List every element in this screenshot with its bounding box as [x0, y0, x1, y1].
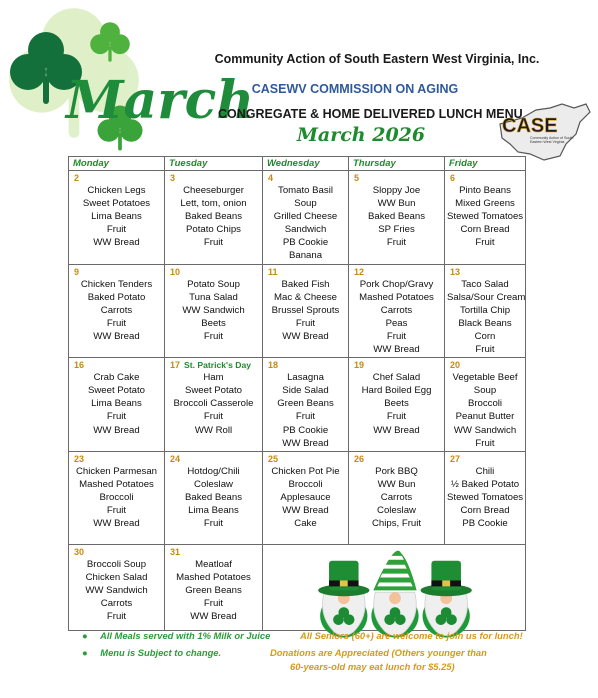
- menu-item: Beets: [201, 317, 226, 329]
- menu-item: Sweet Potatoes: [82, 198, 151, 210]
- menu-item: Fruit: [386, 411, 407, 423]
- day-cell: [165, 264, 263, 358]
- day-number: 19: [354, 360, 365, 371]
- menu-items: [265, 465, 346, 530]
- menu-item: SP Fries: [378, 224, 415, 236]
- menu-item: Lett, tom, onion: [180, 198, 247, 210]
- menu-item: Fruit: [203, 330, 224, 342]
- commission-name: CASEWV COMMISSION ON AGING: [251, 82, 459, 96]
- day-cell: [445, 264, 526, 358]
- menu-item: Tortilla Chip: [459, 304, 511, 316]
- menu-item: Tomato Basil: [278, 185, 333, 196]
- menu-item: PB Cookie: [282, 424, 329, 436]
- menu-item: Hard Boiled Egg: [361, 385, 432, 397]
- menu-item: Lima Beans: [91, 398, 142, 410]
- menu-item: Mixed Greens: [455, 198, 515, 210]
- menu-items: [447, 465, 523, 530]
- week-row: [69, 544, 526, 631]
- day-number: 10: [170, 266, 181, 277]
- menu-item: Lima Beans: [188, 504, 239, 516]
- menu-item: Stewed Tomatoes: [447, 211, 524, 223]
- day-cell: [263, 171, 349, 265]
- menu-item: Peanut Butter: [455, 411, 515, 423]
- day-cell: [165, 171, 263, 265]
- menu-item: Broccoli: [467, 398, 503, 410]
- menu-items: [71, 465, 162, 530]
- menu-items: [265, 184, 346, 263]
- menu-item: PB Cookie: [462, 518, 508, 530]
- week-row: [69, 451, 526, 544]
- menu-item: WW Sandwich: [85, 584, 148, 596]
- day-number: 24: [170, 453, 181, 464]
- day-cell: [165, 358, 263, 452]
- menu-item: WW Bread: [93, 518, 140, 530]
- menu-item: Sweet Potato: [87, 385, 146, 397]
- weekday-header: Thursday: [349, 157, 445, 171]
- menu-items: [71, 278, 162, 343]
- menu-item: Corn Bread: [460, 504, 510, 516]
- case-logo-subtext: Community Action of South Eastern West Virginia: [530, 136, 574, 144]
- day-cell: [349, 171, 445, 265]
- menu-item: WW Bun: [377, 478, 416, 490]
- day-number: 20: [450, 360, 461, 371]
- menu-items: [447, 278, 526, 357]
- day-number: 27: [450, 453, 461, 464]
- milk-note: All Meals served with 1% Milk or Juice: [99, 630, 271, 641]
- lunch-menu-calendar: [68, 156, 526, 631]
- weekday-header-row: [69, 157, 526, 171]
- menu-item: Fruit: [203, 518, 224, 530]
- menu-item: Taco Salad: [461, 278, 509, 290]
- gnome-illustration: [265, 547, 523, 630]
- menu-item: Broccoli Casserole: [173, 398, 254, 410]
- menu-item: Mashed Potatoes: [79, 478, 154, 490]
- menu-item: Fruit: [106, 504, 127, 516]
- calendar-body: [69, 171, 526, 631]
- day-cell: [263, 451, 349, 544]
- march-word: March: [66, 70, 255, 131]
- gnome-illustration-cell: [263, 544, 526, 631]
- menu-item: WW Bun: [377, 198, 416, 210]
- menu-items: [71, 184, 162, 249]
- menu-item: Fruit: [106, 224, 127, 236]
- menu-item: WW Bread: [282, 437, 329, 449]
- holiday-label: St. Patrick's Day: [184, 360, 252, 371]
- menu-item: Chicken Legs: [87, 185, 146, 196]
- donations-note-continued: 60-years-old may eat lunch for $5.25): [290, 661, 455, 672]
- day-cell: [69, 451, 165, 544]
- day-cell: [263, 264, 349, 358]
- day-cell: [349, 264, 445, 358]
- menu-item: Fruit: [295, 411, 316, 423]
- menu-item: Soup: [294, 198, 317, 210]
- menu-item: Fruit: [203, 597, 224, 609]
- day-number-text: 17: [170, 360, 181, 371]
- menu-item: Black Beans: [458, 317, 512, 329]
- menu-item: Green Beans: [185, 584, 242, 596]
- menu-item: Mashed Potatoes: [359, 291, 434, 303]
- day-number: 12: [354, 266, 365, 277]
- day-number: [167, 360, 260, 371]
- month-title: March 2026: [296, 124, 426, 146]
- menu-item: Sweet Potato: [184, 385, 243, 397]
- day-number: 25: [268, 453, 279, 464]
- menu-item: Broccoli: [99, 491, 134, 503]
- menu-item: Chips, Fruit: [371, 518, 422, 530]
- menu-item: Crab Cake: [93, 372, 140, 384]
- menu-items: [71, 371, 162, 436]
- menu-item: Cheeseburger: [183, 185, 244, 196]
- day-cell: [69, 358, 165, 452]
- day-cell: [349, 451, 445, 544]
- week-row: [69, 264, 526, 358]
- case-logo-text: CASE: [502, 115, 558, 137]
- menu-item: Soup: [473, 385, 497, 397]
- menu-item: ½ Baked Potato: [450, 478, 520, 490]
- week-row: [69, 171, 526, 265]
- day-cell: [445, 451, 526, 544]
- menu-item: Carrots: [380, 304, 413, 316]
- menu-item: Pork BBQ: [375, 465, 418, 477]
- day-number: 16: [74, 360, 85, 371]
- menu-item: Lima Beans: [91, 211, 142, 223]
- menu-item: Sandwich: [284, 224, 327, 236]
- menu-item: Pork Chop/Gravy: [359, 278, 434, 290]
- menu-item: Mashed Potatoes: [176, 571, 251, 583]
- menu-item: Baked Beans: [184, 491, 243, 503]
- menu-items: [447, 371, 523, 450]
- menu-items: [351, 278, 442, 357]
- menu-item: WW Bread: [282, 504, 329, 516]
- menu-item: Potato Soup: [187, 278, 240, 290]
- day-cell: [445, 358, 526, 452]
- day-number: 26: [354, 453, 365, 464]
- day-number: 6: [450, 173, 456, 183]
- menu-item: Baked Beans: [367, 211, 426, 223]
- day-number: 4: [268, 173, 274, 183]
- day-number: 3: [170, 173, 176, 183]
- menu-item: Mac & Cheese: [274, 291, 337, 303]
- day-number: 18: [268, 360, 279, 371]
- menu-item: WW Bread: [93, 424, 140, 436]
- change-note: Menu is Subject to change.: [100, 647, 222, 658]
- menu-item: Stewed Tomatoes: [447, 491, 524, 503]
- menu-item: Chicken Salad: [85, 571, 148, 583]
- menu-item: Fruit: [475, 237, 495, 249]
- march-shamrock-logo: [4, 18, 255, 153]
- menu-items: [167, 278, 260, 343]
- menu-item: Fruit: [295, 317, 316, 329]
- menu-item: WW Roll: [194, 424, 233, 436]
- weekday-header: Wednesday: [263, 157, 349, 171]
- day-cell: [349, 358, 445, 452]
- menu-item: Potato Chips: [186, 224, 241, 236]
- menu-items: [265, 371, 346, 450]
- menu-item: Fruit: [386, 237, 407, 249]
- menu-items: [447, 184, 523, 249]
- menu-item: Fruit: [106, 317, 127, 329]
- menu-item: WW Sandwich: [453, 424, 517, 436]
- menu-item: Grilled Cheese: [273, 211, 338, 223]
- menu-item: Fruit: [386, 330, 407, 342]
- menu-item: Pinto Beans: [459, 185, 511, 196]
- menu-items: [265, 278, 346, 343]
- menu-item: PB Cookie: [282, 237, 329, 249]
- menu-item: Carrots: [100, 597, 133, 609]
- menu-item: Cake: [294, 518, 317, 530]
- menu-item: Chicken Tenders: [80, 278, 153, 290]
- menu-items: [167, 184, 260, 249]
- menu-item: Broccoli Soup: [86, 558, 147, 570]
- menu-item: WW Bread: [93, 237, 140, 249]
- menu-item: Tuna Salad: [189, 291, 238, 303]
- day-cell: [165, 451, 263, 544]
- day-number: 9: [74, 266, 80, 277]
- menu-item: Fruit: [475, 344, 495, 356]
- menu-item: WW Bread: [93, 330, 140, 342]
- weekday-header: Friday: [445, 157, 526, 171]
- menu-item: Fruit: [106, 411, 127, 423]
- menu-item: Lasagna: [287, 372, 324, 384]
- menu-items: [167, 558, 260, 623]
- menu-items: [167, 371, 260, 436]
- menu-item: WW Bread: [373, 424, 420, 436]
- menu-item: Corn: [474, 330, 496, 342]
- menu-item: Beets: [384, 398, 409, 410]
- menu-item: Applesauce: [280, 491, 331, 503]
- menu-item: Baked Fish: [281, 278, 330, 290]
- menu-item: Chicken Pot Pie: [271, 465, 340, 477]
- day-number: 30: [74, 546, 85, 557]
- seniors-note: All Seniors (60+) are welcome to join us for lunch!: [300, 630, 523, 641]
- menu-item: Green Beans: [277, 398, 334, 410]
- menu-items: [351, 465, 442, 530]
- menu-item: Chicken Parmesan: [75, 465, 158, 477]
- menu-title: CONGREGATE & HOME DELIVERED LUNCH MENU: [218, 107, 523, 121]
- menu-item: Baked Beans: [184, 211, 243, 223]
- menu-item: Banana: [288, 250, 323, 262]
- donations-note: Donations are Appreciated (Others younger than: [270, 647, 487, 658]
- menu-item: Brussel Sprouts: [271, 304, 340, 316]
- menu-items: [71, 558, 162, 623]
- menu-item: WW Bread: [373, 344, 420, 356]
- bullet-icon: ●: [82, 647, 88, 658]
- menu-item: Broccoli: [288, 478, 323, 490]
- menu-item: Side Salad: [282, 385, 329, 397]
- organization-name: Community Action of South Eastern West Virginia, Inc.: [214, 52, 540, 66]
- menu-item: Coleslaw: [194, 478, 233, 490]
- menu-item: Peas: [385, 317, 408, 329]
- menu-item: Corn Bread: [460, 224, 510, 236]
- day-cell: [165, 544, 263, 631]
- day-number: 2: [74, 173, 80, 183]
- menu-item: Chef Salad: [372, 372, 421, 384]
- menu-item: Sloppy Joe: [372, 185, 421, 196]
- case-logo: [492, 104, 592, 162]
- day-number: 5: [354, 173, 360, 183]
- menu-item: Fruit: [203, 411, 224, 423]
- day-cell: [69, 171, 165, 265]
- menu-item: WW Bread: [282, 330, 329, 342]
- menu-item: WW Bread: [190, 611, 237, 623]
- day-cell: [69, 264, 165, 358]
- day-number: 13: [450, 266, 461, 277]
- day-number: 31: [170, 546, 181, 557]
- day-cell: [445, 171, 526, 265]
- day-cell: [263, 358, 349, 452]
- menu-item: Ham: [203, 372, 224, 384]
- menu-item: WW Sandwich: [182, 304, 245, 316]
- menu-items: [351, 371, 442, 436]
- menu-item: Vegetable Beef: [452, 372, 518, 384]
- menu-item: Carrots: [380, 491, 413, 503]
- week-row: [69, 358, 526, 452]
- weekday-header: Monday: [69, 157, 165, 171]
- menu-item: Coleslaw: [377, 504, 416, 516]
- menu-item: Hotdog/Chili: [187, 465, 240, 477]
- menu-item: Baked Potato: [87, 291, 146, 303]
- menu-item: Fruit: [106, 611, 127, 623]
- menu-item: Salsa/Sour Cream: [447, 291, 526, 303]
- menu-items: [167, 465, 260, 530]
- menu-item: Fruit: [475, 437, 495, 449]
- menu-item: Chili: [475, 465, 495, 477]
- day-cell: [69, 544, 165, 631]
- day-number: 23: [74, 453, 85, 464]
- bullet-icon: ●: [82, 630, 88, 641]
- weekday-header: Tuesday: [165, 157, 263, 171]
- menu-item: Fruit: [203, 237, 224, 249]
- menu-item: Meatloaf: [195, 558, 232, 570]
- day-number: 11: [268, 266, 278, 277]
- menu-items: [351, 184, 442, 249]
- menu-item: Carrots: [100, 304, 133, 316]
